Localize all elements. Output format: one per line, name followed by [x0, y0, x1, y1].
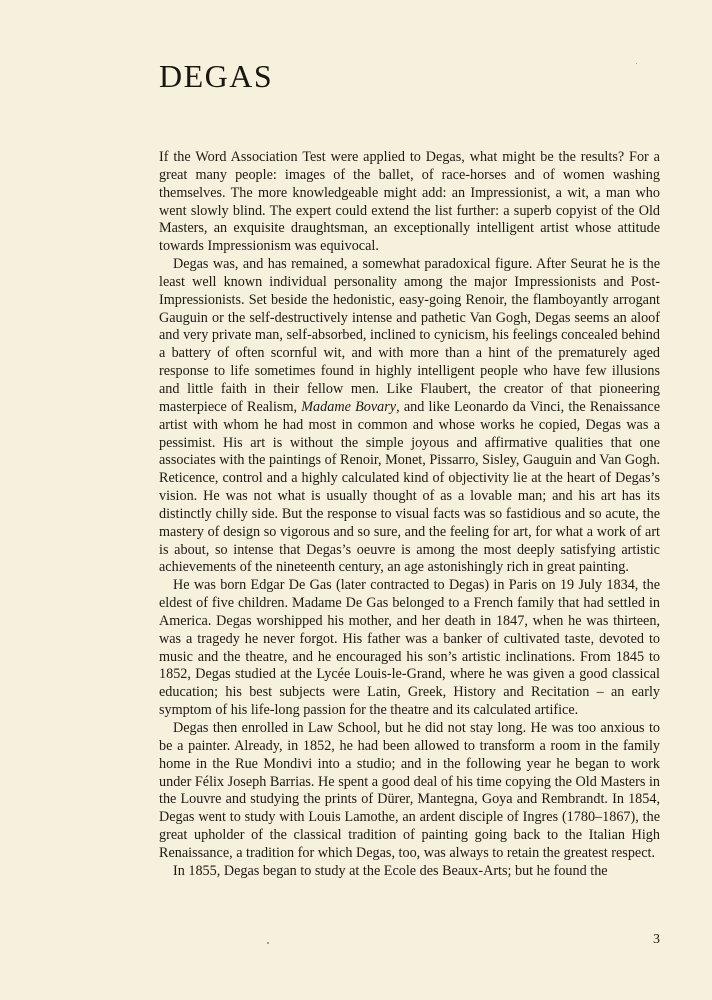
- page-number: 3: [653, 932, 660, 947]
- page-title: DEGAS: [159, 58, 274, 94]
- body-text: [159, 149, 660, 881]
- paragraph-text: , and like Leonardo da Vinci, the Renaissance artist with whom he had most in common and whose works he copied, Degas was a pessimist. His art is without the simple joyous and affirmative qualities that one associates with the paintings of Renoir, Monet, Pissarro, Sisley, Gauguin and Van Gogh. Reticence, control and a highly calculated kind of objectivity lie at the heart of Degas’s vision. He was not what is usually thought of as a lovable man; and his art has its distinctly chilly side. But the response to visual facts was so fastidious and so acute, the mastery of design so vigorous and so sure, and the feeling for art, for what a work of art is about, so intense that Degas’s oeuvre is among the most deeply satisfying artistic achievements of the nineteenth century, an age astonishingly rich in great painting.: [159, 398, 660, 576]
- paper-speck: [267, 942, 269, 944]
- paragraph: In 1855, Degas began to study at the Ecole des Beaux-Arts; but he found the: [173, 862, 608, 879]
- book-title: Madame Bovary: [301, 398, 397, 415]
- paragraph: He was born Edgar De Gas (later contracted to Degas) in Paris on 19 July 1834, the eldest of five children. Madame De Gas belonged to a French family that had settled in America. Degas worshipped his mother, and her death in 1847, when he was thirteen, was a tragedy he never forgot. His father was a banker of cultivated taste, devoted to music and the theatre, and he encouraged his son’s artistic inclinations. From 1845 to 1852, Degas studied at the Lycée Louis-le-Grand, where he was given a good classical education; his best subjects were Latin, Greek, History and Recitation – an early symptom of his life-long passion for the theatre and its calculated artifice.: [159, 577, 660, 719]
- paragraph: Degas then enrolled in Law School, but he did not stay long. He was too anxious to be a painter. Already, in 1852, he had been allowed to transform a room in the family home in the Rue Mondivi into a studio; and in the following year he began to work under Félix Joseph Barrias. He spent a good deal of his time copying the Old Masters in the Louvre and studying the prints of Dürer, Mantegna, Goya and Rembrandt. In 1854, Degas went to study with Louis Lamothe, an ardent disciple of Ingres (1780–1867), the great upholder of the classical tradition of painting going back to the Italian High Renaissance, a tradition for which Degas, too, was always to retain the greatest respect.: [159, 720, 660, 861]
- paragraph-text: Degas was, and has remained, a somewhat paradoxical figure. After Seurat he is the least well known individual personality among the major Impressionists and Post-Impressionists. Set beside the hedonistic, easy-going Renoir, the flamboyantly arrogant Gauguin or the self-destructively intense and pathetic Van Gogh, Degas seems an aloof and very private man, self-absorbed, inclined to cynicism, his feelings concealed behind a battery of often scornful wit, and with more than a hint of the prematurely aged response to life sometimes found in highly intelligent people who have few illusions and little faith in their fellow men. Like Flaubert, the creator of that pioneering masterpiece of Realism,: [159, 256, 660, 415]
- paragraph: If the Word Association Test were applied to Degas, what might be the results? For a great many people: images of the ballet, of race-horses and of women washing themselves. The more knowledgeable might add: an Impressionist, a wit, a man who went slowly blind. The expert could extend the list further: a superb copyist of the Old Masters, an exquisite draughtsman, an exceptionally intelligent artist whose attitude towards Impressionism was equivocal.: [159, 149, 660, 255]
- paper-speck: [636, 63, 637, 64]
- paragraph: [159, 256, 660, 577]
